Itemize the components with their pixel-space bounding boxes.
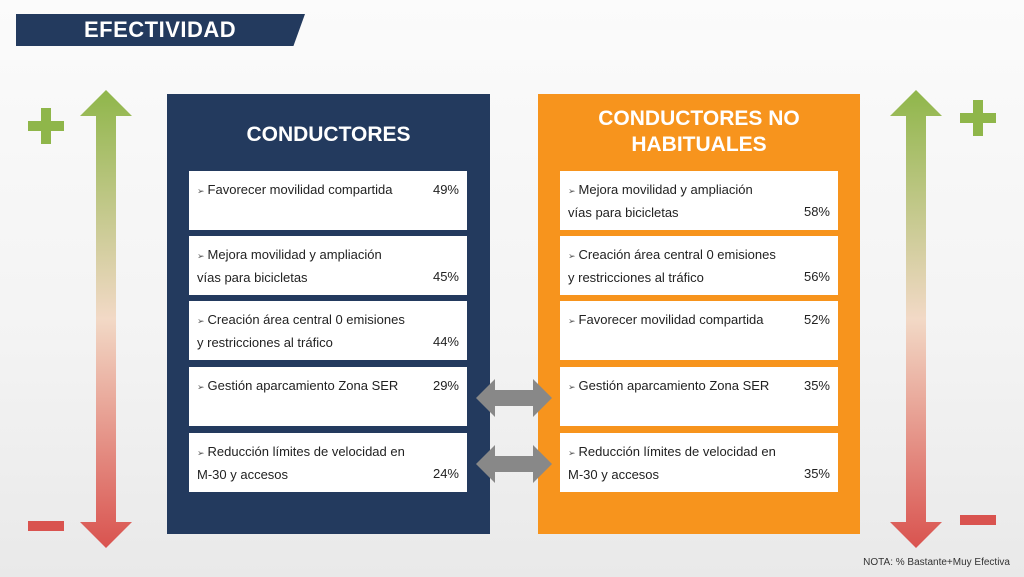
item-label: Reducción límites de velocidad en M-30 y accesos [197, 444, 405, 482]
item-value: 49% [432, 182, 459, 197]
list-item [560, 433, 838, 492]
item-label: Favorecer movilidad compartida [207, 182, 393, 197]
list-item [189, 367, 467, 426]
item-value: 29% [432, 378, 459, 393]
bullet-icon: ➢ [197, 382, 205, 392]
list-item [189, 433, 467, 492]
item-label: Mejora movilidad y ampliación vías para bicicletas [197, 247, 382, 285]
list-item [189, 236, 467, 295]
list-item [560, 367, 838, 426]
item-label: Creación área central 0 emisiones y restricciones al tráfico [197, 312, 405, 350]
bullet-icon: ➢ [197, 316, 205, 326]
bullet-icon: ➢ [197, 251, 205, 261]
item-value: 58% [803, 204, 830, 219]
item-value: 56% [803, 269, 830, 284]
panel-title: CONDUCTORES [246, 123, 411, 146]
item-label: Gestión aparcamiento Zona SER [207, 378, 399, 393]
page-title: EFECTIVIDAD [84, 17, 237, 42]
list-item [189, 301, 467, 360]
bullet-icon: ➢ [197, 186, 205, 196]
item-value: 44% [432, 334, 459, 349]
bullet-icon: ➢ [568, 316, 576, 326]
item-value: 35% [803, 466, 830, 481]
item-label: Mejora movilidad y ampliación vías para bicicletas [568, 182, 753, 220]
item-value: 52% [803, 312, 830, 327]
list-item [560, 236, 838, 295]
plus-icon [28, 108, 64, 144]
plus-icon [960, 100, 996, 136]
panel-title: CONDUCTORES NO HABITUALES [598, 107, 800, 156]
list-item [560, 171, 838, 230]
footnote: NOTA: % Bastante+Muy Efectiva [863, 557, 1010, 568]
conductores-no-habituales-panel [538, 94, 860, 534]
double-arrow-icon [476, 379, 552, 417]
bullet-icon: ➢ [568, 251, 576, 261]
double-arrow-icon [476, 445, 552, 483]
item-value: 45% [432, 269, 459, 284]
list-item [189, 171, 467, 230]
item-value: 24% [432, 466, 459, 481]
bullet-icon: ➢ [568, 382, 576, 392]
bullet-icon: ➢ [197, 448, 205, 458]
list-item [560, 301, 838, 360]
vertical-gradient-arrow-icon [890, 90, 942, 550]
item-value: 35% [803, 378, 830, 393]
minus-icon [28, 521, 64, 531]
item-label: Gestión aparcamiento Zona SER [578, 378, 770, 393]
vertical-gradient-arrow-icon [80, 90, 132, 550]
conductores-panel [167, 94, 490, 534]
item-label: Creación área central 0 emisiones y restricciones al tráfico [568, 247, 776, 285]
bullet-icon: ➢ [568, 186, 576, 196]
bullet-icon: ➢ [568, 448, 576, 458]
minus-icon [960, 515, 996, 525]
item-label: Favorecer movilidad compartida [578, 312, 764, 327]
item-label: Reducción límites de velocidad en M-30 y accesos [568, 444, 776, 482]
